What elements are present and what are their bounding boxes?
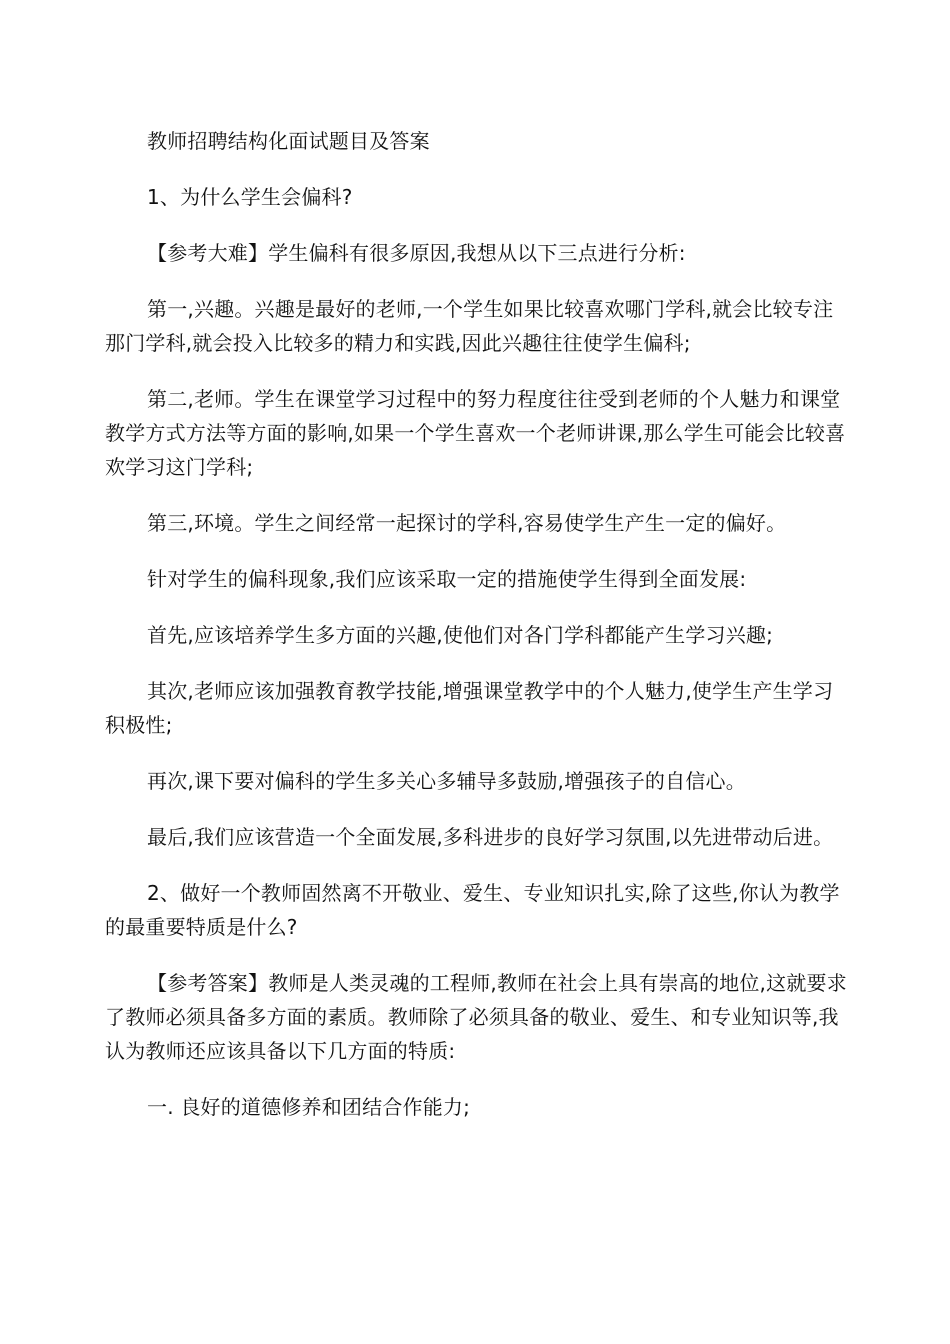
- answer-1-point-3: 第三,环境。学生之间经常一起探讨的学科,容易使学生产生一定的偏好。: [147, 511, 787, 535]
- document-body: [105, 124, 850, 1124]
- answer-2-point-1: 一. 良好的道德修养和团结合作能力;: [147, 1095, 471, 1119]
- document-title: 教师招聘结构化面试题目及答案: [147, 129, 430, 153]
- measure-2: 其次,老师应该加强教育教学技能,增强课堂教学中的个人魅力,使学生产生学习积极性;: [105, 679, 834, 737]
- measure-4: 最后,我们应该营造一个全面发展,多科进步的良好学习氛围,以先进带动后进。: [147, 825, 834, 849]
- answer-1-point-1: 第一,兴趣。兴趣是最好的老师,一个学生如果比较喜欢哪门学科,就会比较专注那门学科,就会投入比较多的精力和实践,因此兴趣往往使学生偏科;: [105, 297, 834, 355]
- measure-1: 首先,应该培养学生多方面的兴趣,使他们对各门学科都能产生学习兴趣;: [147, 623, 774, 647]
- question-1: 1、为什么学生会偏科?: [147, 185, 353, 209]
- answer-1-intro: 【参考大难】学生偏科有很多原因,我想从以下三点进行分析:: [147, 241, 686, 265]
- question-2: 2、做好一个教师固然离不开敬业、爱生、专业知识扎实,除了这些,你认为教学的最重要特质是什么?: [105, 881, 840, 939]
- answer-1-point-2: 第二,老师。学生在课堂学习过程中的努力程度往往受到老师的个人魅力和课堂教学方式方法等方面的影响,如果一个学生喜欢一个老师讲课,那么学生可能会比较喜欢学习这门学科;: [105, 387, 846, 479]
- measures-intro: 针对学生的偏科现象,我们应该采取一定的措施使学生得到全面发展:: [147, 567, 747, 591]
- measure-3: 再次,课下要对偏科的学生多关心多辅导多鼓励,增强孩子的自信心。: [147, 769, 746, 793]
- answer-2-intro: 【参考答案】教师是人类灵魂的工程师,教师在社会上具有崇高的地位,这就要求了教师必须具备多方面的素质。教师除了必须具备的敬业、爱生、和专业知识等,我认为教师还应该具备以下几方面的特质:: [105, 971, 847, 1063]
